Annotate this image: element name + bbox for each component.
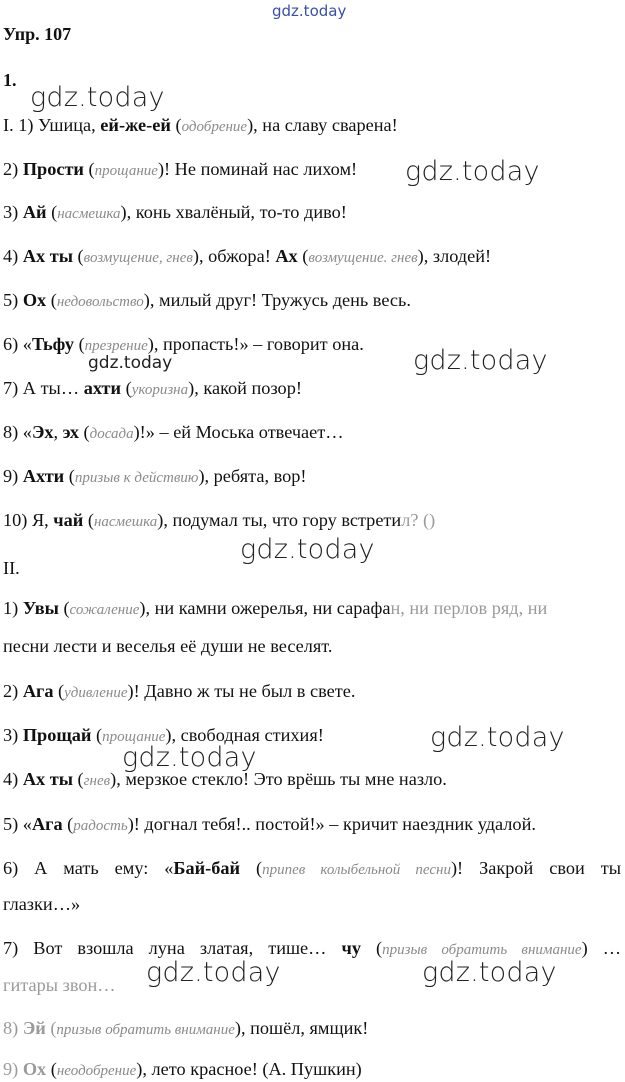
watermark: gdz.today bbox=[88, 353, 173, 373]
watermark: gdz.today bbox=[430, 722, 565, 753]
line-ii-6a: 6) А мать ему: «Бай-бай (припев колыбельной песни)! Закрой свои ты bbox=[3, 858, 621, 878]
line-8: 8) «Эх, эх (досада)!» – ей Моська отвечает… bbox=[3, 422, 344, 442]
line-10: 10) Я, чай (насмешка), подумал ты, что гору встретил? () bbox=[3, 510, 436, 530]
watermark: gdz.today bbox=[405, 156, 540, 187]
watermark: gdz.today bbox=[413, 345, 548, 376]
exercise-title: Упр. 107 bbox=[3, 24, 72, 44]
watermark-top: gdz.today bbox=[272, 2, 347, 20]
line-ii-9: 9) Ох (неодобрение), лето красное! (А. Пушкин) bbox=[3, 1059, 362, 1079]
watermark: gdz.today bbox=[122, 742, 257, 773]
line-6: 6) «Тьфу (презрение), пропасть!» – говорит она. bbox=[3, 334, 364, 354]
watermark: gdz.today bbox=[146, 957, 281, 988]
line-4: 4) Ах ты (возмущение, гнев), обжора! Ах (возмущение. гнев), злодей! bbox=[3, 246, 492, 266]
line-7: 7) А ты… ахти (укоризна), какой позор! bbox=[3, 378, 302, 398]
line-ii-6b: глазки…» bbox=[3, 894, 81, 914]
watermark: gdz.today bbox=[422, 957, 557, 988]
line-ii-7b: гитары звон… bbox=[3, 975, 116, 995]
line-5: 5) Ох (недовольство), милый друг! Тружусь день весь. bbox=[3, 290, 411, 310]
watermark: gdz.today bbox=[240, 534, 375, 565]
line-ii-4: 4) Ах ты (гнев), мерзкое стекло! Это врёшь ты мне назло. bbox=[3, 769, 447, 789]
line-9: 9) Ахти (призыв к действию), ребята, вор! bbox=[3, 466, 307, 486]
line-ii-7a: 7) Вот взошла луна златая, тише… чу (призыв обратить внимание) … bbox=[3, 938, 621, 958]
line-3: 3) Ай (насмешка), конь хвалёный, то-то диво! bbox=[3, 202, 347, 222]
line-2: 2) Прости (прощание)! Не поминай нас лихом! bbox=[3, 159, 358, 179]
section-2-heading: II. bbox=[3, 558, 20, 578]
line-1: I. 1) Ушица, ей-же-ей (одобрение), на славу сварена! bbox=[3, 115, 398, 135]
watermark: gdz.today bbox=[30, 82, 165, 113]
line-ii-3: 3) Прощай (прощание), свободная стихия! bbox=[3, 725, 324, 745]
line-ii-8: 8) Эй (призыв обратить внимание), пошёл, ямщик! bbox=[3, 1018, 369, 1038]
line-ii-1b: песни лести и веселья её души не веселят. bbox=[3, 636, 333, 656]
line-ii-1a: 1) Увы (сожаление), ни камни ожерелья, ни сарафан, ни перлов ряд, ни bbox=[3, 598, 548, 618]
line-ii-2: 2) Ага (удивление)! Давно ж ты не был в свете. bbox=[3, 681, 356, 701]
line-ii-5: 5) «Ага (радость)! догнал тебя!.. постой!» – кричит наездник удалой. bbox=[3, 814, 536, 834]
item-number: 1. bbox=[3, 70, 17, 90]
